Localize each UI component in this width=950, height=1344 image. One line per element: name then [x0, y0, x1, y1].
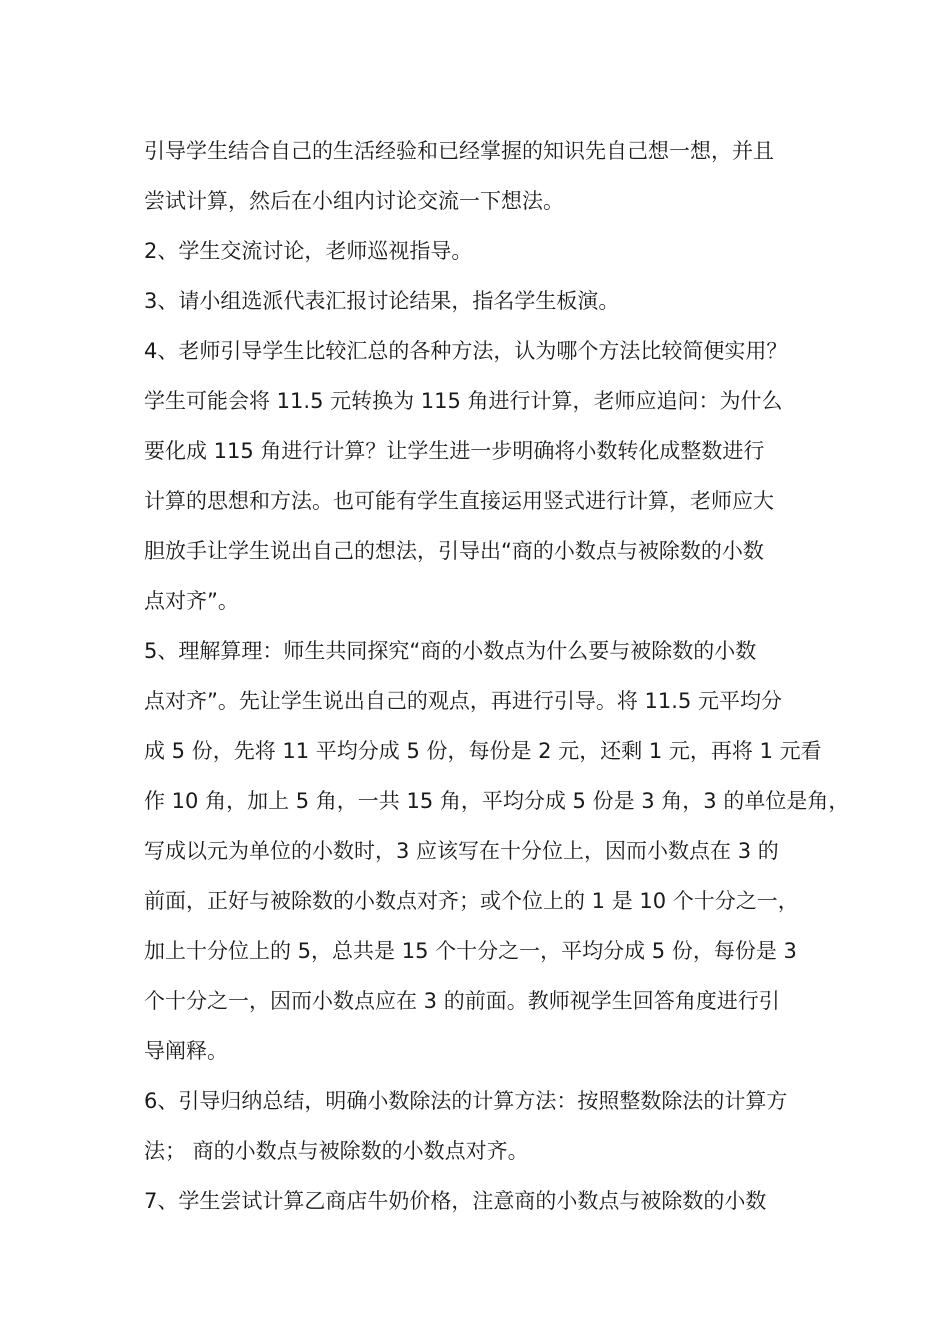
text-line: 法； 商的小数点与被除数的小数点对齐。 — [144, 1139, 529, 1163]
text-line: 前面，正好与被除数的小数点对齐；或个位上的 1 是 10 个十分之一， — [144, 889, 799, 913]
text-line: 计算的思想和方法。也可能有学生直接运用竖式进行计算，老师应大 — [144, 489, 774, 513]
text-line: 5、理解算理：师生共同探究“商的小数点为什么要与被除数的小数 — [144, 639, 757, 663]
text-line: 点对齐”。 — [144, 589, 239, 613]
text-line: 学生可能会将 11.5 元转换为 115 角进行计算，老师应追问：为什么 — [144, 389, 783, 413]
text-line: 成 5 份，先将 11 平均分成 5 份，每份是 2 元，还剩 1 元，再将 1 元看 — [144, 739, 822, 763]
text-line: 2、学生交流讨论，老师巡视指导。 — [144, 239, 473, 263]
text-line: 加上十分位上的 5，总共是 15 个十分之一，平均分成 5 份，每份是 3 — [144, 939, 797, 963]
text-line: 7、学生尝试计算乙商店牛奶价格，注意商的小数点与被除数的小数 — [144, 1189, 767, 1213]
text-line: 尝试计算，然后在小组内讨论交流一下想法。 — [144, 189, 564, 213]
text-line: 个十分之一，因而小数点应在 3 的前面。教师视学生回答角度进行引 — [144, 989, 780, 1013]
text-line: 作 10 角，加上 5 角，一共 15 角，平均分成 5 份是 3 角，3 的单位是角， — [144, 789, 850, 813]
text-line: 引导学生结合自己的生活经验和已经掌握的知识先自己想一想，并且 — [144, 139, 774, 163]
text-line: 要化成 115 角进行计算？让学生进一步明确将小数转化成整数进行 — [144, 439, 765, 463]
text-line: 胆放手让学生说出自己的想法，引导出“商的小数点与被除数的小数 — [144, 539, 764, 563]
text-line: 点对齐”。先让学生说出自己的观点，再进行引导。将 11.5 元平均分 — [144, 689, 782, 713]
text-line: 写成以元为单位的小数时，3 应该写在十分位上，因而小数点在 3 的 — [144, 839, 779, 863]
text-line: 4、老师引导学生比较汇总的各种方法，认为哪个方法比较简便实用？ — [144, 339, 788, 363]
text-line: 3、请小组选派代表汇报讨论结果，指名学生板演。 — [144, 289, 620, 313]
text-line: 6、引导归纳总结，明确小数除法的计算方法：按照整数除法的计算方 — [144, 1089, 788, 1113]
text-line: 导阐释。 — [144, 1039, 228, 1063]
